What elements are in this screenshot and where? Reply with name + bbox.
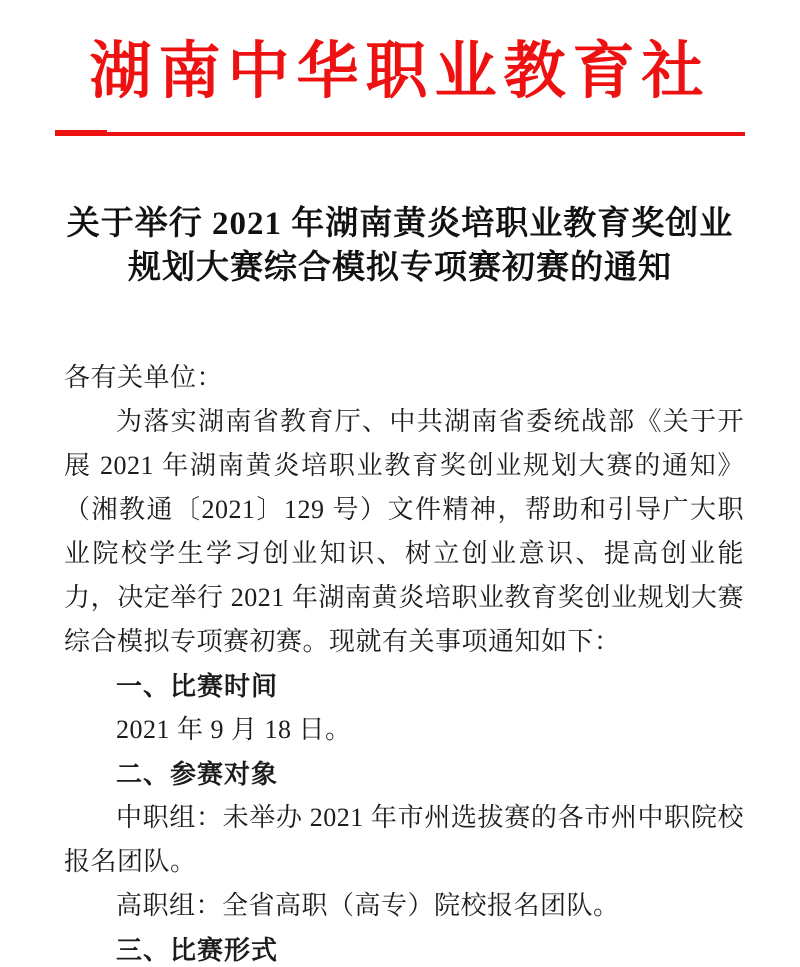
org-name-title: 湖南中华职业教育社 <box>89 38 711 106</box>
letterhead-divider <box>55 130 745 138</box>
divider-rule <box>55 132 745 136</box>
section-heading-competition-time: 一、比赛时间 <box>116 671 279 702</box>
section-heading-participants: 二、参赛对象 <box>116 759 279 790</box>
document-body <box>64 356 744 967</box>
document-title: 关于举行 2021 年湖南黄炎培职业教育奖创业规划大赛综合模拟专项赛初赛的通知 <box>66 206 734 287</box>
section-item-higher-vocational-group: 高职组：全省高职（高专）院校报名团队。 <box>116 891 620 921</box>
section-item-competition-date: 2021 年 9 月 18 日。 <box>116 715 352 745</box>
intro-paragraph: 为落实湖南省教育厅、中共湖南省委统战部《关于开展 2021 年湖南黄炎培职业教育奖创业规划大赛的通知》（湘教通〔2021〕129 号）文件精神，帮助和引导广大职业院校学生学习创业知识、树立创业意识、提高创业能力，决定举行 2021 年湖南黄炎培职业教育奖创业规划大赛综合模拟专项赛初赛。现就有关事项通知如下： <box>64 407 744 657</box>
section-heading-competition-format: 三、比赛形式 <box>116 935 279 966</box>
letterhead <box>0 0 800 138</box>
section-item-secondary-vocational-group: 中职组：未举办 2021 年市州选拔赛的各市州中职院校报名团队。 <box>64 803 744 877</box>
salutation: 各有关单位： <box>64 363 224 393</box>
